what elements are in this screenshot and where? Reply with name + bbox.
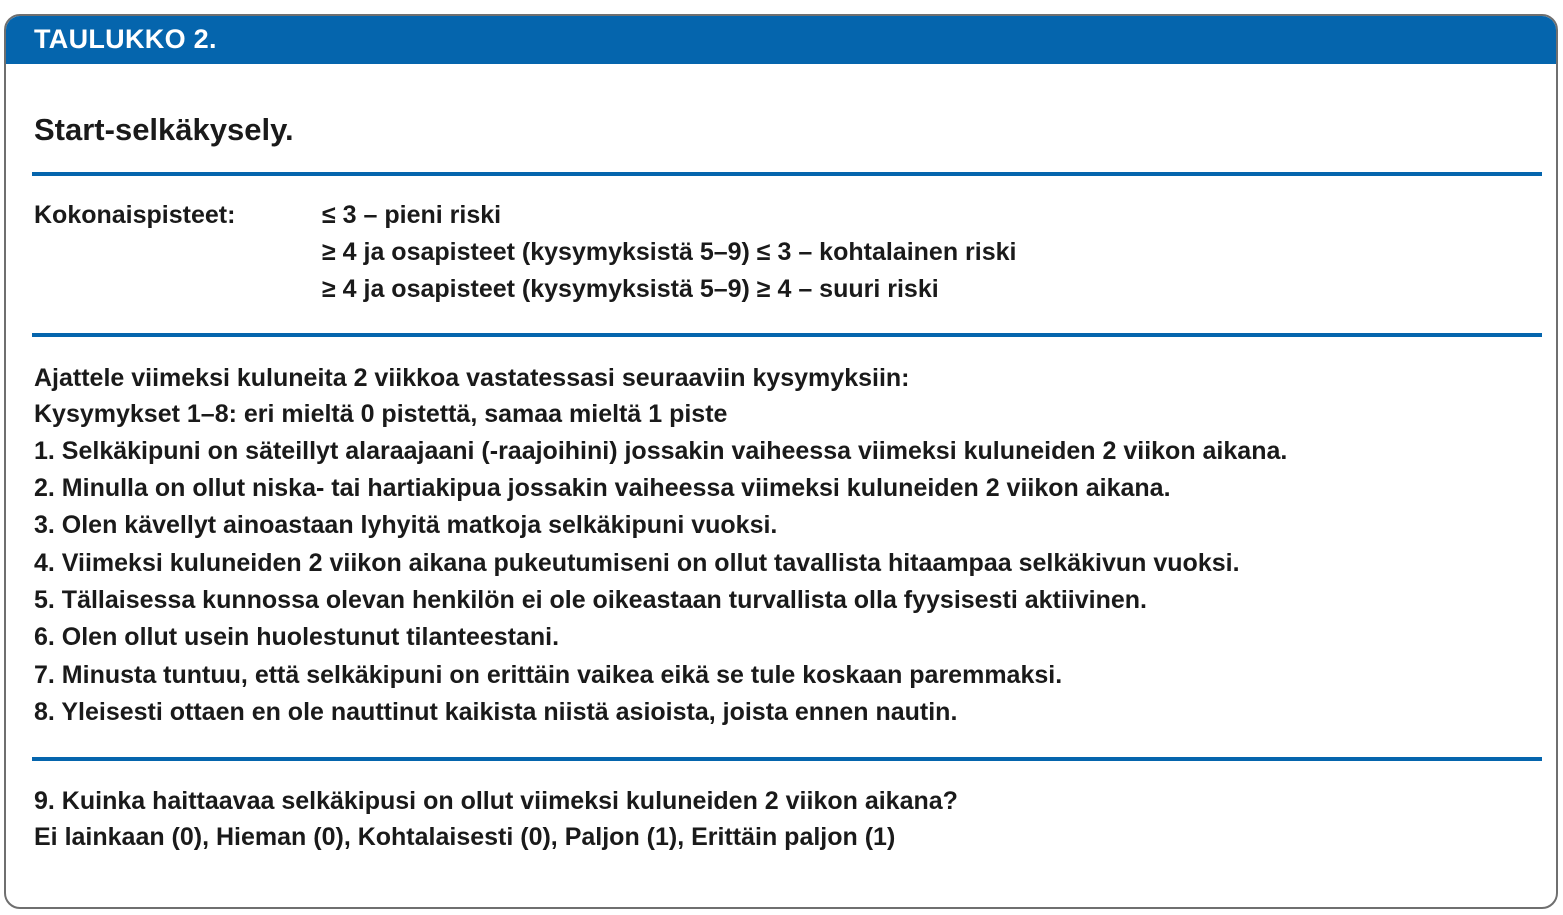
question-item: 8. Yleisesti ottaen en ole nauttinut kaikista niistä asioista, joista ennen nautin. [34, 698, 958, 726]
scoring-line-medium: ≥ 4 ja osapisteet (kysymyksistä 5–9) ≤ 3 – kohtalainen riski [322, 238, 1017, 266]
scoring-label: Kokonaispisteet: [34, 201, 236, 229]
question-item: 5. Tällaisessa kunnossa olevan henkilön ei ole oikeastaan turvallista olla fyysisesti aktiivinen. [34, 586, 1147, 614]
scoring-line-low: ≤ 3 – pieni riski [322, 201, 502, 229]
divider-rule [32, 757, 1542, 761]
scoring-line-high: ≥ 4 ja osapisteet (kysymyksistä 5–9) ≥ 4 – suuri riski [322, 275, 939, 303]
question-item: 3. Olen kävellyt ainoastaan lyhyitä matkoja selkäkipuni vuoksi. [34, 511, 778, 539]
question-item: 2. Minulla on ollut niska- tai hartiakipua jossakin vaiheessa viimeksi kuluneiden 2 viikon aikana. [34, 474, 1171, 502]
question-9-options: Ei lainkaan (0), Hieman (0), Kohtalaisesti (0), Paljon (1), Erittäin paljon (1) [34, 823, 896, 851]
questions-intro: Ajattele viimeksi kuluneita 2 viikkoa vastatessasi seuraaviin kysymyksiin: [34, 364, 910, 392]
header-bar [6, 16, 1556, 64]
questions-scale: Kysymykset 1–8: eri mieltä 0 pistettä, samaa mieltä 1 piste [34, 400, 728, 428]
divider-rule [32, 172, 1542, 176]
question-item: 1. Selkäkipuni on säteillyt alaraajaani (-raajoihini) jossakin vaiheessa viimeksi kuluneiden 2 viikon aikana. [34, 437, 1288, 465]
question-item: 6. Olen ollut usein huolestunut tilanteestani. [34, 623, 560, 651]
question-9-text: 9. Kuinka haittaavaa selkäkipusi on ollut viimeksi kuluneiden 2 viikon aikana? [34, 787, 958, 815]
table-number-label: TAULUKKO 2. [34, 24, 217, 54]
question-item: 7. Minusta tuntuu, että selkäkipuni on erittäin vaikea eikä se tule koskaan paremmaksi. [34, 661, 1063, 689]
question-item: 4. Viimeksi kuluneiden 2 viikon aikana pukeutumiseni on ollut tavallista hitaampaa selkäkivun vuoksi. [34, 549, 1240, 577]
table-card [4, 14, 1558, 909]
table-title: Start-selkäkysely. [34, 112, 294, 147]
divider-rule [32, 333, 1542, 337]
